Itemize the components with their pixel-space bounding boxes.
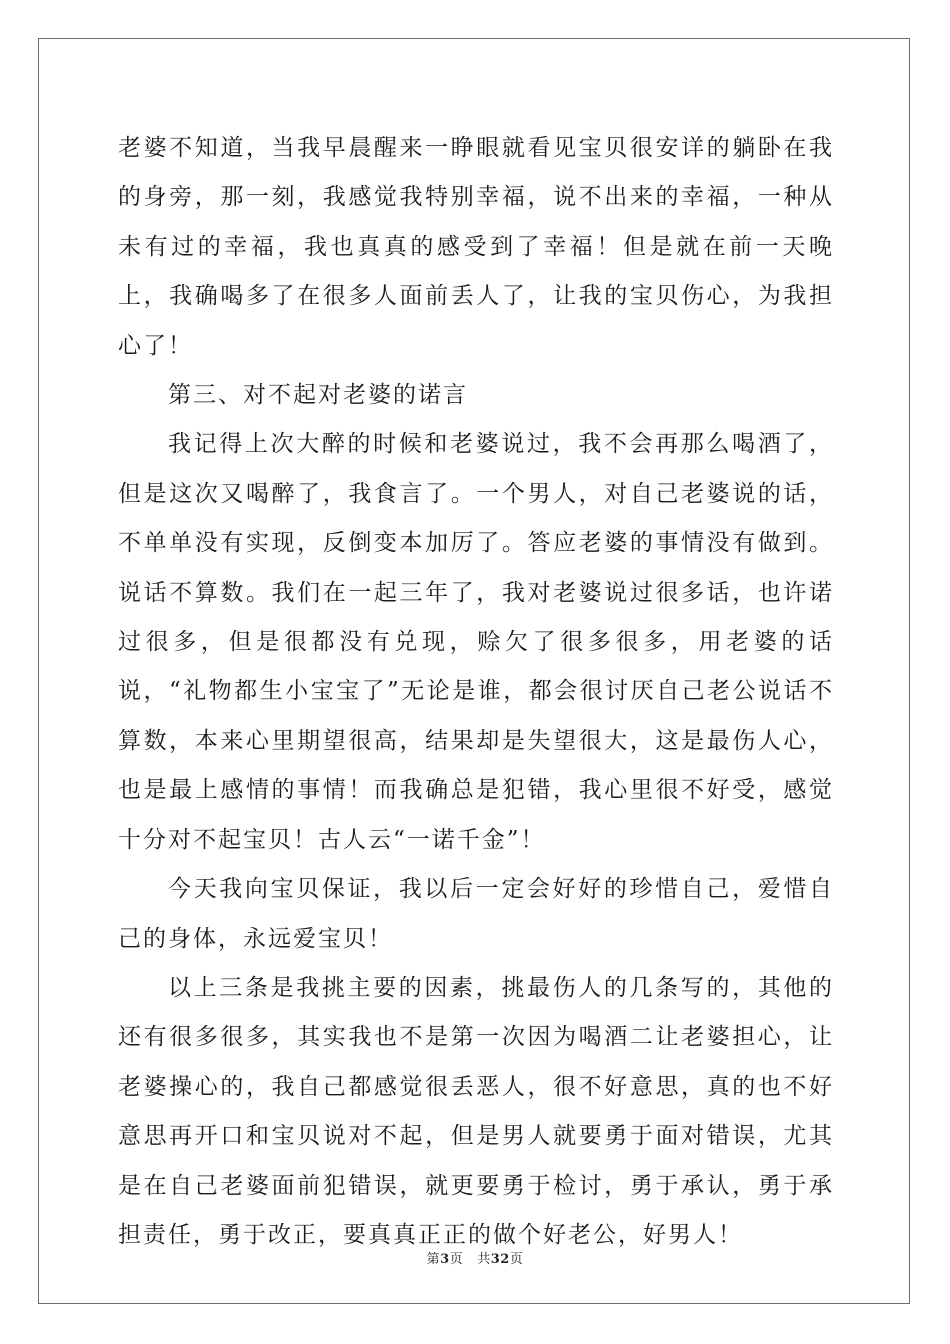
section-heading: 第三、对不起对老婆的诺言 <box>168 382 468 409</box>
document-body <box>118 124 834 1260</box>
total-suffix: 页 <box>509 1252 524 1267</box>
total-prefix: 共 <box>477 1252 491 1267</box>
paragraph-4: 以上三条是我挑主要的因素，挑最伤人的几条写的，其他的还有很多很多，其实我也不是第一次因为喝酒二让老婆担心，让老婆操心的，我自己都感觉很丢恶人，很不好意思，真的也不好意思再开口和宝贝说对不起，但是男人就要勇于面对错误，尤其是在自己老婆面前犯错误，就更要勇于检讨，勇于承认，勇于承担责任，勇于改正，要真真正正的做个好老公，好男人！ <box>118 974 834 1248</box>
paragraph-3: 今天我向宝贝保证，我以后一定会好好的珍惜自己，爱惜自己的身体，永远爱宝贝！ <box>118 876 834 952</box>
total-page-count: 32 <box>490 1252 510 1267</box>
page-footer <box>0 1248 950 1267</box>
paragraph-1: 老婆不知道，当我早晨醒来一睁眼就看见宝贝很安详的躺卧在我的身旁，那一刻，我感觉我特别幸福，说不出来的幸福，一种从未有过的幸福，我也真真的感受到了幸福！但是就在前一天晚上，我确喝多了在很多人面前丢人了，让我的宝贝伤心，为我担心了！ <box>118 135 834 359</box>
paragraph-2: 我记得上次大醉的时候和老婆说过，我不会再那么喝酒了，但是这次又喝醉了，我食言了。一个男人，对自己老婆说的话，不单单没有实现，反倒变本加厉了。答应老婆的事情没有做到。说话不算数。我们在一起三年了，我对老婆说过很多话，也许诺过很多，但是很都没有兑现，赊欠了很多很多，用老婆的话说，“礼物都生小宝宝了”无论是谁，都会很讨厌自己老公说话不算数，本来心里期望很高，结果却是失望很大，这是最伤人心，也是最上感情的事情！而我确总是犯错，我心里很不好受，感觉十分对不起宝贝！古人云“一诺千金”！ <box>118 431 834 853</box>
page-prefix: 第 <box>426 1252 441 1267</box>
page-suffix: 页 <box>449 1252 464 1267</box>
current-page-number: 3 <box>440 1252 450 1267</box>
